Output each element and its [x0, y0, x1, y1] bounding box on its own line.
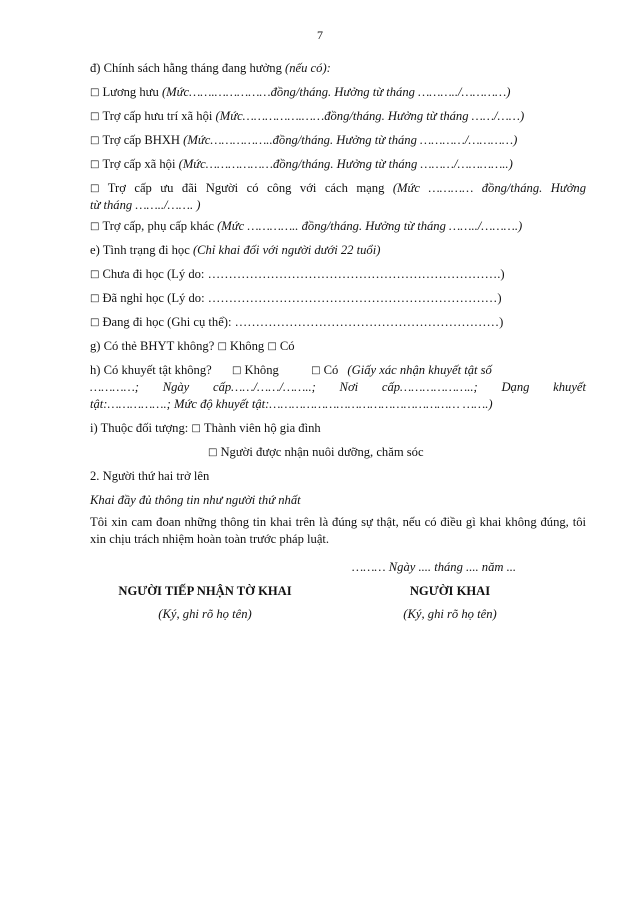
- checkbox-icon[interactable]: □: [311, 365, 321, 376]
- i-question: i) Thuộc đối tượng:: [90, 421, 189, 435]
- section-h-line3: tật:…………….; Mức độ khuyết tật:…………………………………………… …….): [90, 397, 493, 411]
- d-item-label: Trợ cấp hưu trí xã hội: [102, 109, 213, 123]
- d-item-detail-cont: từ tháng ……../……. ): [90, 198, 201, 212]
- checkbox-icon[interactable]: □: [232, 365, 242, 376]
- section-h-line2: …………; Ngày cấp……/……/……..; Nơi cấp………………..; Dạng khuyết: [90, 380, 586, 394]
- d-item-detail: (Mức…….……………đồng/tháng. Hưởng từ tháng ………../…………): [161, 85, 511, 99]
- section-i: [90, 420, 586, 438]
- page-number: 7: [317, 28, 323, 42]
- d-item-merit-cont: [90, 197, 586, 214]
- section-e-title: e) Tình trạng đi học: [90, 243, 190, 257]
- e-item-label: Chưa đi học (Lý do: …………………………………………………………….): [102, 267, 505, 281]
- section-d-title: đ) Chính sách hằng tháng đang hưởng: [90, 61, 282, 75]
- g-no-label: Không: [229, 339, 265, 353]
- d-item-label: Trợ cấp xã hội: [102, 157, 176, 171]
- checkbox-icon[interactable]: □: [90, 269, 100, 280]
- section-2-note: Khai đầy đủ thông tin như người thứ nhất: [90, 493, 301, 507]
- e-item-label: Đang đi học (Ghi cụ thể): ………………………………………………………): [102, 315, 504, 329]
- checkbox-icon[interactable]: □: [217, 341, 227, 352]
- i-option-foster: Người được nhận nuôi dưỡng, chăm sóc: [220, 445, 424, 459]
- commitment-text: Tôi xin cam đoan những thông tin khai trên là đúng sự thật, nếu có điều gì khai không đúng, tôi xin chịu trách nhiệm hoàn toàn trước pháp luật.: [90, 515, 586, 546]
- g-question: g) Có thẻ BHYT không?: [90, 339, 215, 353]
- checkbox-icon[interactable]: □: [191, 423, 201, 434]
- section-g: [90, 338, 586, 356]
- e-item-never: [90, 266, 586, 284]
- checkbox-icon[interactable]: □: [90, 111, 100, 122]
- d-item-label: Trợ cấp ưu đãi Người có công với cách mạng: [107, 181, 385, 195]
- section-d-note: (nếu có):: [285, 61, 331, 75]
- h-yes-label: Có: [323, 363, 339, 377]
- e-item-label: Đã nghỉ học (Lý do: ……………………………………………………………): [102, 291, 502, 305]
- d-item-detail: (Mức……………..đồng/tháng. Hưởng từ tháng …………/…………): [183, 133, 518, 147]
- d-item-pension: [90, 84, 586, 102]
- d-item-detail: (Mức ………….. đồng/tháng. Hưởng từ tháng ……../……….): [217, 219, 523, 233]
- checkbox-icon[interactable]: □: [90, 159, 100, 170]
- h-question: h) Có khuyết tật không?: [90, 363, 212, 377]
- g-yes-label: Có: [279, 339, 295, 353]
- declarant-signature: [350, 584, 550, 622]
- d-item-social-allowance: [90, 156, 586, 174]
- date-line: ……… Ngày .... tháng .... năm ...: [352, 560, 517, 574]
- receiver-sub: (Ký, ghi rõ họ tên): [158, 607, 252, 621]
- section-d-heading: [90, 60, 586, 77]
- h-no-label: Không: [244, 363, 279, 377]
- section-e-note: (Chỉ khai đối với người dưới 22 tuổi): [192, 243, 381, 257]
- declarant-sub: (Ký, ghi rõ họ tên): [403, 607, 497, 621]
- section-i-opt2: [208, 444, 588, 462]
- d-item-label: Trợ cấp BHXH: [102, 133, 181, 147]
- i-option-household: Thành viên hộ gia đình: [203, 421, 321, 435]
- section-2-title: 2. Người thứ hai trở lên: [90, 469, 210, 483]
- e-item-studying: [90, 314, 586, 332]
- d-item-merit: [90, 180, 586, 198]
- d-item-label: Trợ cấp, phụ cấp khác: [102, 219, 214, 233]
- receiver-title: NGƯỜI TIẾP NHẬN TỜ KHAI: [118, 584, 292, 598]
- checkbox-icon[interactable]: □: [90, 317, 100, 328]
- d-item-social-insurance: [90, 132, 586, 150]
- checkbox-icon[interactable]: □: [90, 221, 100, 232]
- checkbox-icon[interactable]: □: [208, 447, 218, 458]
- declarant-title: NGƯỜI KHAI: [409, 584, 491, 598]
- receiver-signature: [100, 584, 310, 622]
- d-item-other: [90, 218, 586, 236]
- checkbox-icon[interactable]: □: [90, 183, 105, 194]
- d-item-label: Lương hưu: [102, 85, 159, 99]
- checkbox-icon[interactable]: □: [90, 87, 100, 98]
- d-item-detail: (Mức…………….……đồng/tháng. Hưởng từ tháng ……/……): [215, 109, 525, 123]
- section-e-heading: [90, 242, 586, 259]
- section-h-line1: [90, 362, 586, 380]
- d-item-detail: (Mức ………… đồng/tháng. Hưởng: [392, 181, 587, 195]
- d-item-detail: (Mức………………đồng/tháng. Hưởng từ tháng ………/…………..): [178, 157, 513, 171]
- h-detail-1: (Giấy xác nhận khuyết tật số: [347, 363, 492, 377]
- checkbox-icon[interactable]: □: [90, 293, 100, 304]
- d-item-social-pension: [90, 108, 586, 126]
- checkbox-icon[interactable]: □: [267, 341, 277, 352]
- e-item-dropped: [90, 290, 586, 308]
- checkbox-icon[interactable]: □: [90, 135, 100, 146]
